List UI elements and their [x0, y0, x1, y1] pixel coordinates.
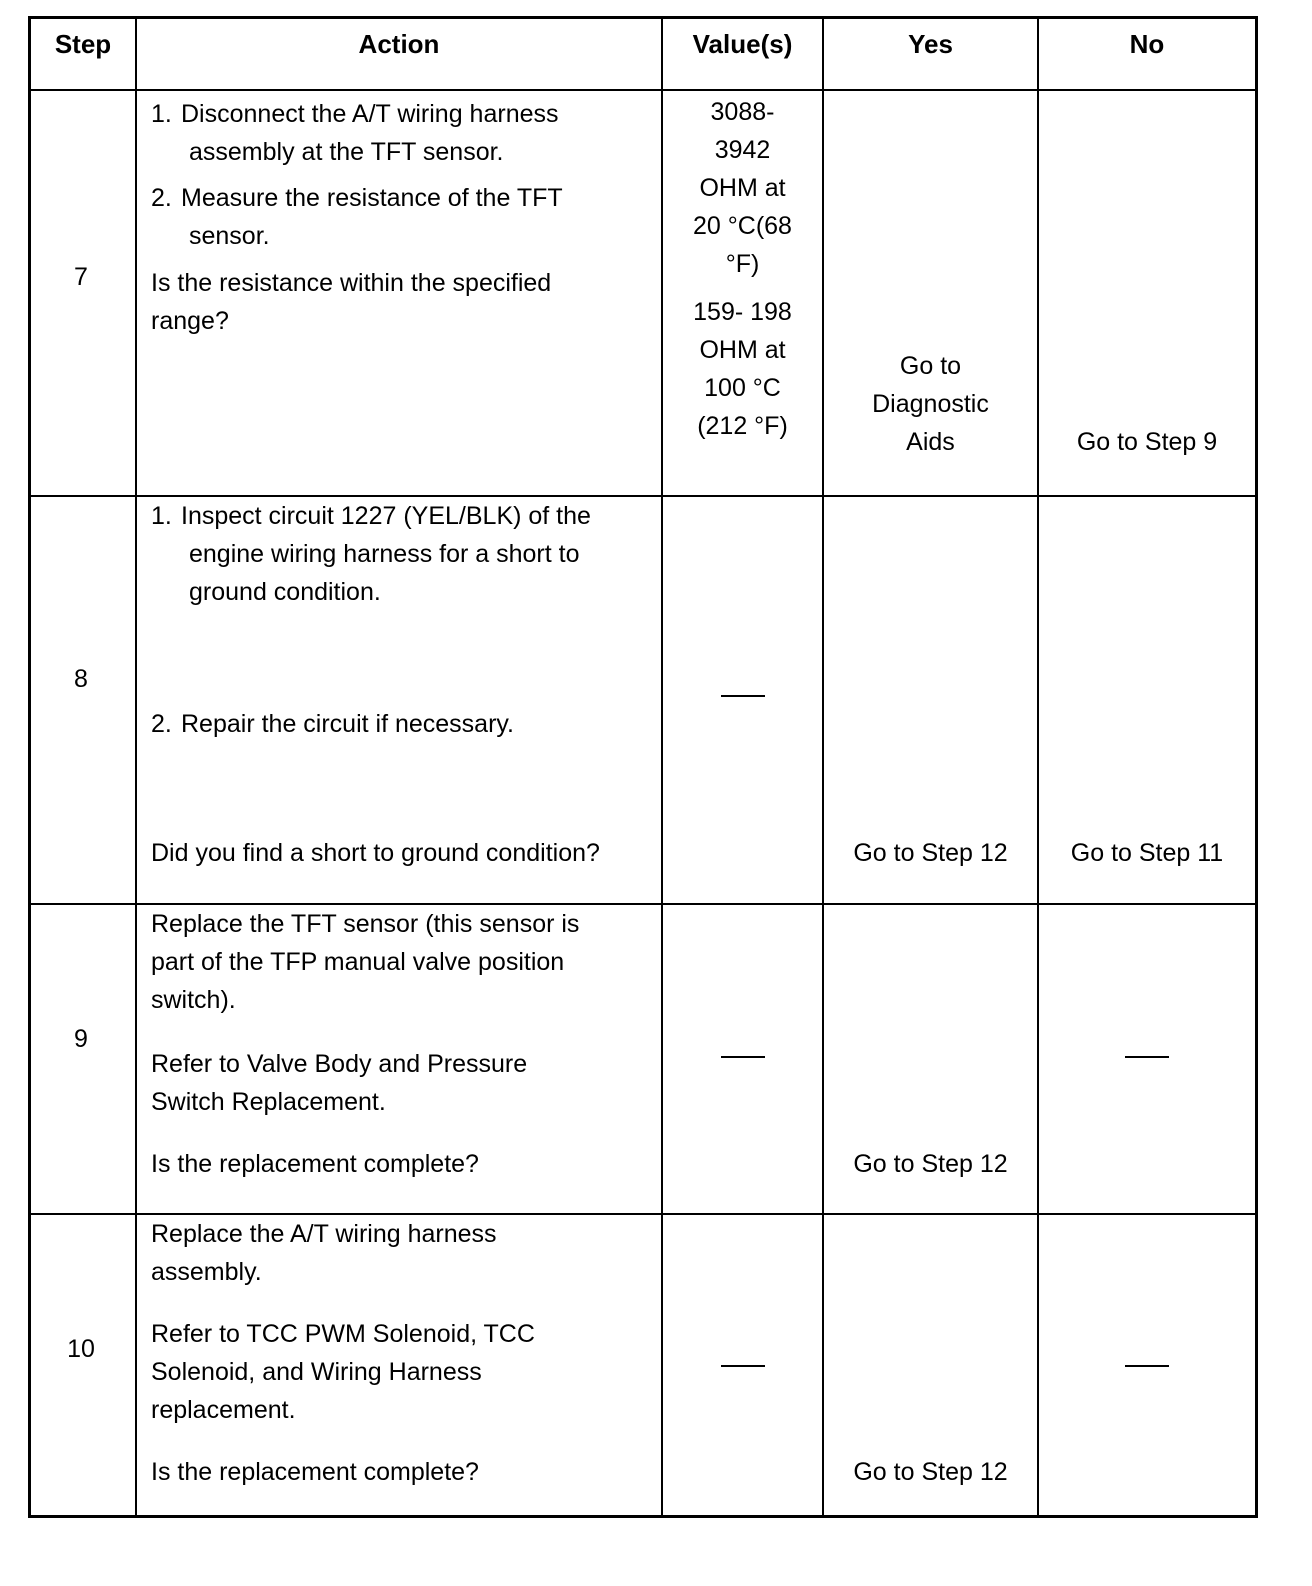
- action-cell: [137, 905, 661, 1213]
- action-text: Measure the resistance of the TFT: [181, 184, 563, 212]
- yes-text: Diagnostic: [872, 390, 989, 418]
- action-paragraph-2: [151, 1315, 649, 1429]
- action-text: Solenoid, and Wiring Harness: [151, 1358, 482, 1386]
- step-number: 9: [74, 1025, 88, 1053]
- empty-value-dash: [721, 1056, 765, 1058]
- yes-text: Go to Step 12: [853, 1150, 1008, 1178]
- action-cell: [137, 91, 661, 495]
- values-cell: [663, 497, 822, 903]
- action-text: Switch Replacement.: [151, 1088, 386, 1116]
- question-text: Is the resistance within the specified: [151, 269, 552, 297]
- values-cell: [663, 91, 822, 495]
- header-yes: Yes: [908, 29, 953, 59]
- yes-cell: [824, 497, 1037, 903]
- action-item-2: [151, 179, 649, 255]
- action-question: Is the replacement complete?: [151, 1458, 479, 1486]
- empty-value-dash: [721, 695, 765, 697]
- empty-no-dash: [1125, 1365, 1169, 1367]
- action-text: Replace the TFT sensor (this sensor is: [151, 910, 580, 938]
- action-text: assembly at the TFT sensor.: [189, 138, 504, 166]
- action-paragraph-1: [151, 905, 649, 1019]
- diagnostic-table: [28, 16, 1258, 1518]
- value-text: 100 °C: [704, 374, 781, 402]
- yes-text: Aids: [906, 428, 955, 456]
- action-cell: [137, 1215, 661, 1515]
- yes-text: Go to Step 12: [853, 1458, 1008, 1486]
- yes-text: Go to Step 12: [853, 839, 1008, 867]
- table-row-step-10: [31, 1213, 1255, 1515]
- header-no: No: [1129, 29, 1165, 59]
- no-cell: [1039, 1215, 1255, 1515]
- table-header-row: [31, 19, 1255, 91]
- values-cell: [663, 905, 822, 1213]
- action-cell: [137, 497, 661, 903]
- no-cell: [1039, 905, 1255, 1213]
- value-text: 3088-: [710, 98, 775, 126]
- action-text: ground condition.: [189, 578, 381, 606]
- action-text: part of the TFP manual valve position: [151, 948, 565, 976]
- action-question: Did you find a short to ground condition?: [151, 839, 600, 867]
- step-number: 8: [74, 665, 88, 693]
- action-text: Disconnect the A/T wiring harness: [181, 100, 559, 128]
- values-cell: [663, 1215, 822, 1515]
- action-item-1: [151, 95, 649, 171]
- item-number: 2.: [151, 710, 172, 738]
- action-item-1: [151, 497, 649, 611]
- action-text: Refer to TCC PWM Solenoid, TCC: [151, 1320, 535, 1348]
- yes-cell: [824, 91, 1037, 495]
- action-text: sensor.: [189, 222, 270, 250]
- action-item-2: [151, 705, 649, 743]
- action-paragraph-1: [151, 1215, 649, 1291]
- header-values: Value(s): [692, 29, 793, 59]
- table-row-step-8: [31, 495, 1255, 903]
- action-text: Refer to Valve Body and Pressure: [151, 1050, 528, 1078]
- action-text: Repair the circuit if necessary.: [181, 710, 514, 738]
- action-text: assembly.: [151, 1258, 262, 1286]
- action-text: Replace the A/T wiring harness: [151, 1220, 497, 1248]
- item-number: 1.: [151, 502, 172, 530]
- no-text: Go to Step 9: [1076, 428, 1218, 456]
- yes-text: Go to: [899, 352, 962, 380]
- yes-cell: [824, 1215, 1037, 1515]
- no-text: Go to Step 11: [1070, 839, 1224, 867]
- action-text: engine wiring harness for a short to: [189, 540, 580, 568]
- value-text: 3942: [714, 136, 771, 164]
- question-text: range?: [151, 307, 229, 335]
- yes-cell: [824, 905, 1037, 1213]
- value-text: (212 °F): [697, 412, 788, 440]
- empty-no-dash: [1125, 1056, 1169, 1058]
- action-paragraph-2: [151, 1045, 649, 1121]
- action-question: Is the replacement complete?: [151, 1150, 479, 1178]
- value-text: OHM at: [699, 174, 786, 202]
- header-step: Step: [54, 29, 112, 59]
- no-cell: [1039, 91, 1255, 495]
- no-cell: [1039, 497, 1255, 903]
- item-number: 2.: [151, 184, 172, 212]
- step-number: 10: [67, 1335, 95, 1363]
- empty-value-dash: [721, 1365, 765, 1367]
- header-action: Action: [358, 29, 440, 59]
- action-text: replacement.: [151, 1396, 296, 1424]
- value-text: OHM at: [699, 336, 786, 364]
- table-row-step-7: [31, 91, 1255, 495]
- action-question: [151, 264, 649, 340]
- item-number: 1.: [151, 100, 172, 128]
- action-text: Inspect circuit 1227 (YEL/BLK) of the: [181, 502, 591, 530]
- value-text: °F): [725, 250, 760, 278]
- value-text: 159- 198: [693, 298, 792, 326]
- action-text: switch).: [151, 986, 236, 1014]
- table-row-step-9: [31, 903, 1255, 1213]
- value-text: 20 °C(68: [693, 212, 792, 240]
- step-number: 7: [74, 263, 88, 291]
